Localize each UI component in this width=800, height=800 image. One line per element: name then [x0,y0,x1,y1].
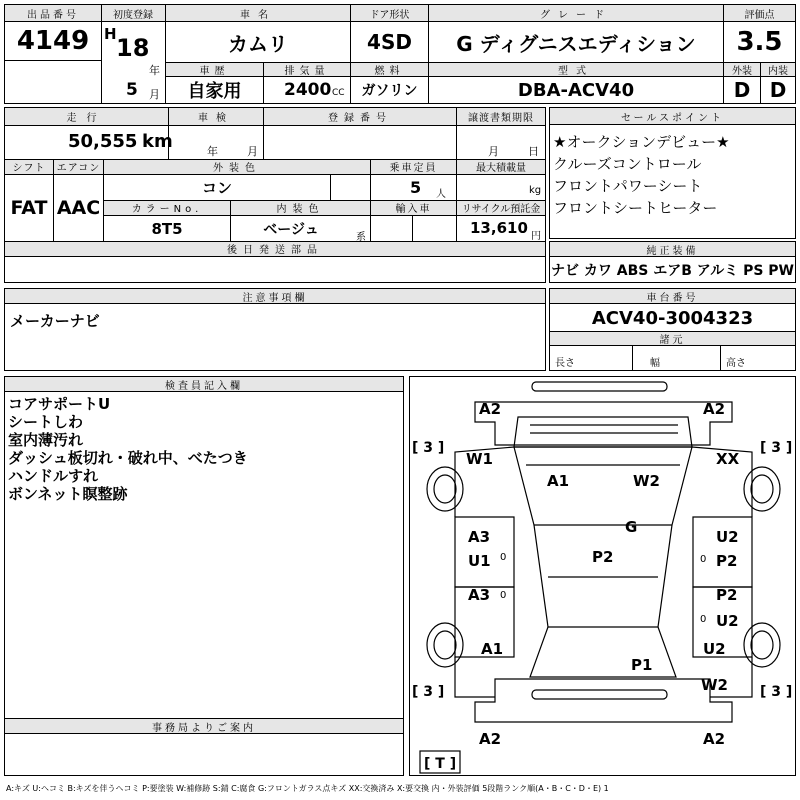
damage-mark: A2 [703,400,726,418]
door-label: ドア形状 [369,9,410,21]
sales-label: セールスポイント [550,108,795,125]
door-value: 4SD [367,30,412,54]
color-value: コン [201,179,232,197]
office-label: 事務局よりご案内 [5,719,403,734]
damage-mark: G [625,518,638,536]
import-label: 輸入車 [395,204,432,215]
tread-box: [ 3 ] [760,440,793,456]
inspection-month-unit: 月 [247,145,258,158]
load-label: 最大積載量 [476,163,526,174]
tread-zero: 0 [700,554,707,565]
height-label: 高さ [726,358,746,369]
inspector-line: ボンネット瞑整跡 [8,485,128,503]
tread-value: 3 [771,684,782,700]
transfer-month-unit: 月 [488,145,499,158]
damage-mark: W2 [701,676,728,694]
tread-zero: 0 [500,590,507,601]
kg-unit: kg [529,185,542,196]
reg-month: 5 [126,80,138,100]
legend: A:キズ U:ヘコミ B:キズを伴うヘコミ P:要塗装 W:補修跡 S:錆 C:腐食 G:フロントガラス点キズ XX:交換済み X:要交換 内・外装評価 5段階ランク順(A・B・C・D・E) 1 [6,784,609,793]
inspection-label: 車検 [198,113,234,124]
tread-value: 3 [423,440,434,456]
ac-label: エアコン [56,163,101,174]
damage-mark: U2 [716,528,739,546]
shift-value: FAT [10,197,48,219]
specs-label: 諸元 [550,332,795,346]
ac-value: AAC [56,197,101,219]
cc-unit: CC [332,88,345,98]
kei-unit: 系 [356,232,366,243]
tread-value: 3 [771,440,782,456]
spare-tire-box: [ T ] [424,756,457,772]
interior-value: D [769,78,787,102]
fuel-label: 燃料 [374,65,405,77]
sales-item: フロントシートヒーター [553,199,718,217]
damage-diagram [409,376,796,776]
color-no-label: カラーNo. [131,204,203,215]
tread-value: 3 [423,684,434,700]
era: H [104,25,117,43]
equipment-value: ナビ カワ ABS エアB アルミ PS PW [551,263,794,279]
damage-mark: A2 [479,730,502,748]
km-unit: km [142,131,173,152]
score-label: 評価点 [744,9,775,21]
damage-mark: P2 [592,548,614,566]
history-value: 自家用 [187,81,242,102]
displacement-label: 排気量 [284,65,330,77]
month-unit: 月 [149,88,160,101]
damage-mark: A3 [468,586,491,604]
spare-tire-value: T [435,756,445,772]
equipment-label: 純正装備 [550,242,795,257]
car-outline [410,377,797,777]
damage-mark: P2 [716,586,738,604]
model-value: DBA-ACV40 [517,79,635,101]
width-label: 幅 [650,358,660,369]
regno-label: 登録番号 [328,113,392,124]
fuel-value: ガソリン [361,83,418,99]
interior-color-value: ベージュ [263,221,319,238]
inspector-line: シートしわ [8,413,84,431]
color-no-value: 8T5 [151,219,183,238]
inspector-line: ダッシュ板切れ・破れ中、べたつき [8,449,248,467]
sales-item: フロントパワーシート [553,177,703,195]
tread-box: [ 3 ] [412,684,445,700]
inspector-line: コアサポートU [8,395,111,413]
reg-label: 初度登録 [113,9,153,21]
damage-mark: A2 [479,400,502,418]
year-unit: 年 [149,64,160,77]
reg-year: 18 [116,34,150,62]
inspector-line: 室内薄汚れ [8,431,84,449]
person-unit: 人 [436,189,446,200]
shift-label: シフト [12,163,46,174]
inspection-year-unit: 年 [207,145,218,158]
recycle-value: 13,610 [470,219,528,237]
transfer-label: 譲渡書類期限 [468,113,534,124]
exterior-value: D [733,78,751,102]
grade-value: G ディグニスエディション [456,31,696,56]
exterior-label: 外装 [732,65,752,77]
car-name: カムリ [228,31,288,56]
later-label: 後日発送部品 [227,245,323,256]
damage-mark: A1 [547,472,570,490]
mileage-label: 走行 [66,113,107,124]
damage-mark: A1 [481,640,504,658]
damage-mark: U1 [468,552,491,570]
tread-box: [ 3 ] [760,684,793,700]
damage-mark: P2 [716,552,738,570]
notes-value: メーカーナビ [10,312,100,330]
length-label: 長さ [555,358,575,369]
grade-label: グレード [540,9,612,21]
score-value: 3.5 [736,27,783,57]
damage-mark: U2 [703,640,726,658]
displacement-value: 2400 [284,80,332,100]
tread-zero: 0 [700,614,707,625]
transfer-day-unit: 日 [528,145,539,158]
damage-mark: P1 [631,656,653,674]
lot-label: 出品番号 [27,9,79,21]
lot-number: 4149 [16,26,90,56]
capacity-value: 5 [410,178,422,197]
damage-mark: W2 [633,472,660,490]
interior-color-label: 内装色 [276,204,325,215]
mileage-value: 50,555 [68,131,138,152]
chassis-label: 車台番号 [550,289,795,304]
damage-mark: W1 [466,450,493,468]
inspector-label: 検査員記入欄 [5,377,403,392]
damage-mark: U2 [716,612,739,630]
tread-box: [ 3 ] [412,440,445,456]
sales-list [553,131,730,219]
damage-mark: XX [716,450,740,468]
inspector-lines [8,395,248,503]
recycle-label: リサイクル預託金 [461,204,541,215]
color-label: 外装色 [213,163,261,174]
tread-zero: 0 [500,552,507,563]
model-label: 型式 [558,65,594,77]
damage-mark: A3 [468,528,491,546]
yen-unit: 円 [531,231,541,242]
chassis-value: ACV40-3004323 [591,307,754,329]
inspector-line: ハンドルすれ [8,467,99,485]
history-label: 車歴 [199,65,230,77]
interior-label: 内装 [768,65,788,77]
notes-label: 注意事項欄 [5,289,545,304]
capacity-label: 乗車定員 [389,163,438,174]
sales-item: クルーズコントロール [553,155,702,173]
damage-mark: A2 [703,730,726,748]
name-label: 車名 [240,9,276,21]
sales-item: ★オークションデビュー★ [553,133,730,151]
